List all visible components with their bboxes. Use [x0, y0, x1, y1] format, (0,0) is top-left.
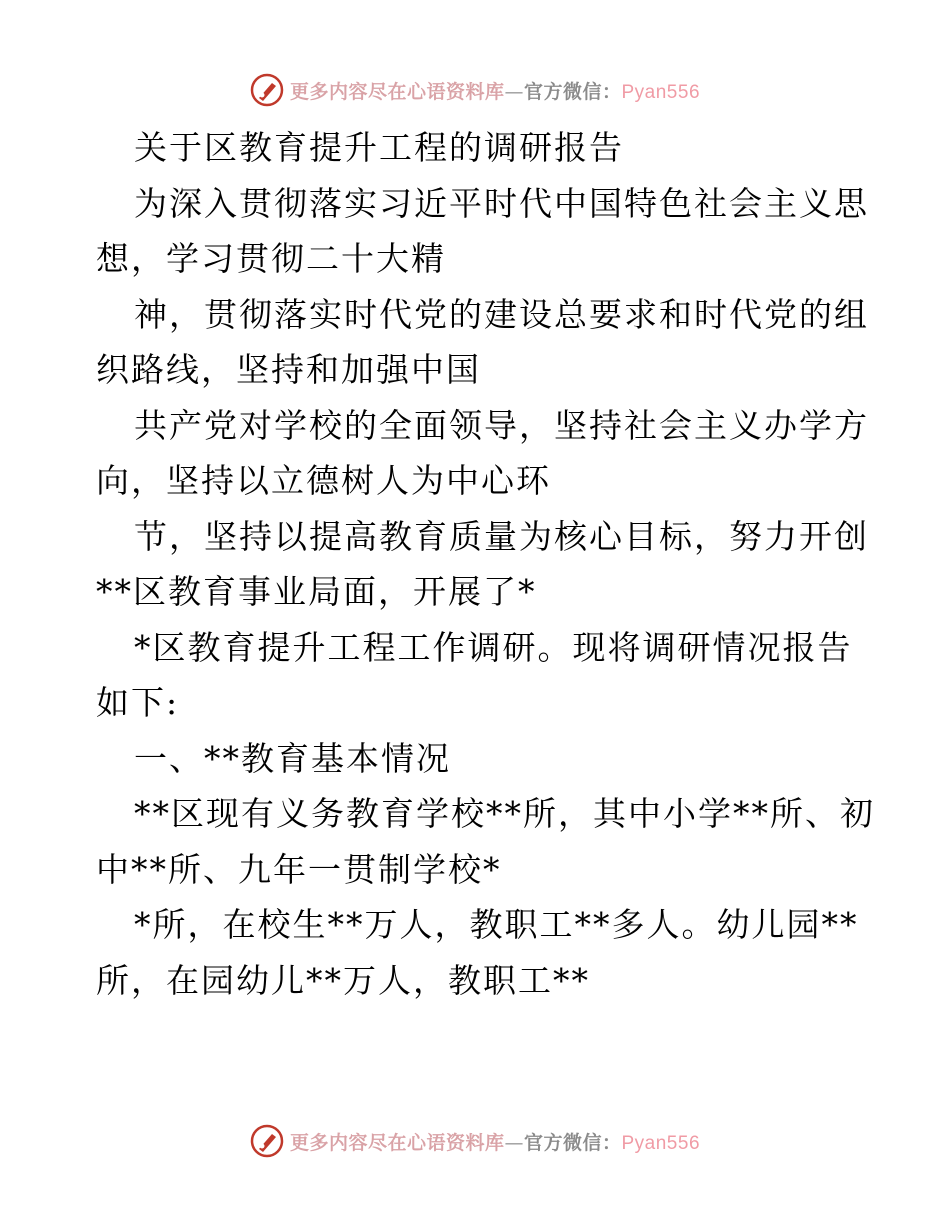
watermark-label: 官方微信： — [523, 80, 622, 103]
watermark-wechat-id: Pyan556 — [621, 81, 701, 103]
header-watermark — [0, 70, 950, 110]
text-line: 为深入贯彻落实习近平时代中国特色社会主义思 — [134, 183, 869, 223]
watermark-label: 官方微信： — [523, 1131, 622, 1154]
text-line: 节，坚持以提高教育质量为核心目标，努力开创 — [134, 516, 869, 556]
footer-watermark — [0, 1121, 950, 1161]
watermark-wechat-id: Pyan556 — [621, 1132, 701, 1154]
watermark-dash: — — [504, 80, 524, 103]
pen-logo-icon — [250, 1124, 284, 1158]
watermark-main: 更多内容尽在心语资料库 — [289, 1131, 505, 1154]
pen-logo-icon — [250, 73, 284, 107]
text-line: 如下: — [96, 683, 180, 722]
text-line: **区现有义务教育学校**所，其中小学**所、初 — [134, 794, 875, 833]
text-line: 共产党对学校的全面领导，坚持社会主义办学方 — [134, 405, 869, 445]
text-line: 想，学习贯彻二十大精 — [96, 239, 446, 278]
text-line: **区教育事业局面，开展了* — [96, 572, 537, 611]
document-body — [96, 120, 875, 1008]
text-line: 神，贯彻落实时代党的建设总要求和时代党的组 — [134, 294, 869, 334]
text-line: *所，在校生**万人，教职工**多人。幼儿园** — [134, 905, 859, 944]
watermark-dash: — — [504, 1131, 524, 1154]
watermark-text — [290, 1128, 700, 1155]
text-line: 织路线，坚持和加强中国 — [96, 350, 481, 389]
watermark-text — [290, 77, 700, 104]
section-heading: 一、**教育基本情况 — [134, 738, 451, 778]
watermark-main: 更多内容尽在心语资料库 — [289, 80, 505, 103]
text-line: 中**所、九年一贯制学校* — [96, 849, 502, 889]
text-line: *区教育提升工程工作调研。现将调研情况报告 — [134, 627, 853, 667]
text-line: 所，在园幼儿**万人，教职工** — [96, 960, 590, 1000]
text-line: 向，坚持以立德树人为中心环 — [96, 461, 551, 500]
document-title: 关于区教育提升工程的调研报告 — [134, 128, 624, 167]
